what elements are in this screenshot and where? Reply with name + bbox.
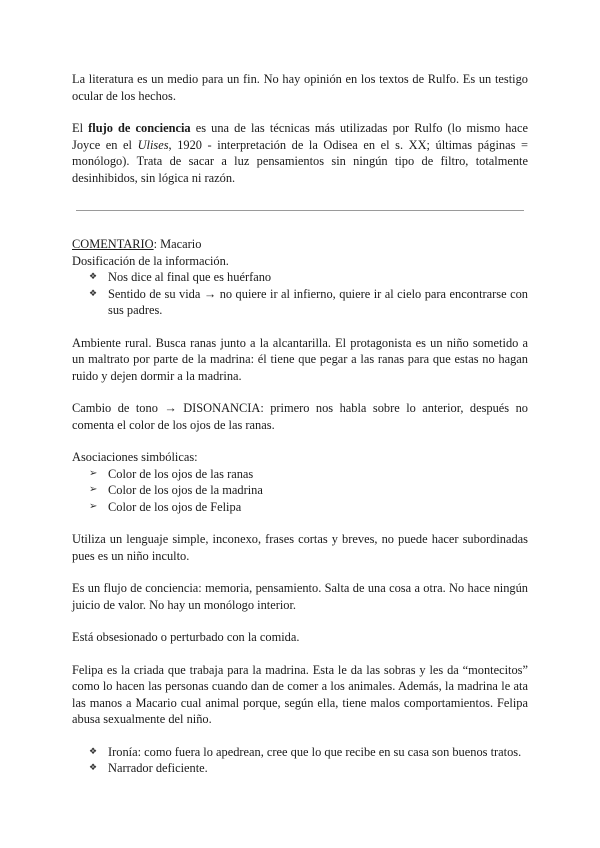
comentario-title: Macario <box>157 237 202 251</box>
lenguaje-paragraph: Utiliza un lenguaje simple, inconexo, frases cortas y breves, no puede hacer subordinadas pues es un niño inculto. <box>72 532 528 563</box>
asociaciones-list <box>72 466 528 516</box>
horizontal-divider <box>76 210 524 211</box>
ulises-title: Ulises <box>137 137 169 152</box>
flujo-lead: El <box>72 121 89 135</box>
diamond-bullet-icon: ❖ <box>89 288 98 299</box>
diamond-bullet-icon: ❖ <box>89 763 98 773</box>
arrow-bullet-icon: ➢ <box>89 500 98 512</box>
dosificacion-list <box>72 269 528 319</box>
list-item: ❖ Ironía: como fuera lo apedrean, cree que lo que recibe en su casa son buenos tratos. <box>89 744 522 759</box>
flujo-rest: , 1920 - interpretación de la Odisea en el s. XX; últimas páginas = monólogo). Trata de sacar a luz pensamientos sin ningún tipo de filtro, totalmente desinhibidos, sin lógica ni razón. <box>72 137 528 185</box>
list-item: ➢ Color de los ojos de la madrina <box>89 483 263 497</box>
diamond-bullet-icon: ❖ <box>89 746 98 757</box>
list-item: ❖ Sentido de su vida → no quiere ir al infierno, quiere ir al cielo para encontrarse con sus padres. <box>89 286 528 317</box>
list-item: ❖ Narrador deficiente. <box>89 761 208 775</box>
intro-paragraph: La literatura es un medio para un fin. No hay opinión en los textos de Rulfo. Es un testigo ocular de los hechos. <box>72 72 528 103</box>
list-item: ➢ Color de los ojos de Felipa <box>89 499 242 514</box>
final-list <box>72 744 528 777</box>
dosificacion-title: Dosificación de la información. <box>72 253 229 268</box>
diamond-bullet-icon: ❖ <box>89 272 98 282</box>
cambio-paragraph: Cambio de tono → DISONANCIA: primero nos habla sobre lo anterior, después no comenta el color de los ojos de las ranas. <box>72 401 528 432</box>
list-item: ❖ Nos dice al final que es huérfano <box>89 270 272 284</box>
flujo-bold-term: flujo de conciencia <box>88 121 191 135</box>
flujo2-paragraph: Es un flujo de conciencia: memoria, pensamiento. Salta de una cosa a otra. No hace ningún juicio de valor. No hay un monólogo interior. <box>72 581 528 612</box>
flujo-paragraph <box>72 120 528 186</box>
flujo-mid: es una de las técnicas más utilizadas por Rulfo (lo mismo hace Joyce en el <box>72 121 528 152</box>
list-item: ➢ Color de los ojos de las ranas <box>89 466 254 481</box>
comentario-colon: : <box>153 237 158 251</box>
felipa-paragraph: Felipa es la criada que trabaja para la madrina. Esta le da las sobras y les da “montecitos” como lo hacen las personas cuando dan de comer a los animales. Además, la madrina le ata las manos a Macario cual animal porque, según ella, tiene malos comportamientos. Felipa abusa sexualmente del niño. <box>72 662 528 726</box>
ambiente-paragraph: Ambiente rural. Busca ranas junto a la alcantarilla. El protagonista es un niño sometido a un maltrato por parte de la madrina: él tiene que pegar a las ranas para que estas no hagan ruido y dejen dormir a la madrina. <box>72 335 528 383</box>
arrow-bullet-icon: ➢ <box>89 484 98 495</box>
arrow-bullet-icon: ➢ <box>89 467 98 479</box>
document-body <box>72 71 528 777</box>
comentario-label: COMENTARIO <box>72 237 154 251</box>
asociaciones-title: Asociaciones simbólicas: <box>72 450 198 464</box>
comentario-heading <box>72 236 528 253</box>
obsesionado-paragraph: Está obsesionado o perturbado con la comida. <box>72 630 300 644</box>
